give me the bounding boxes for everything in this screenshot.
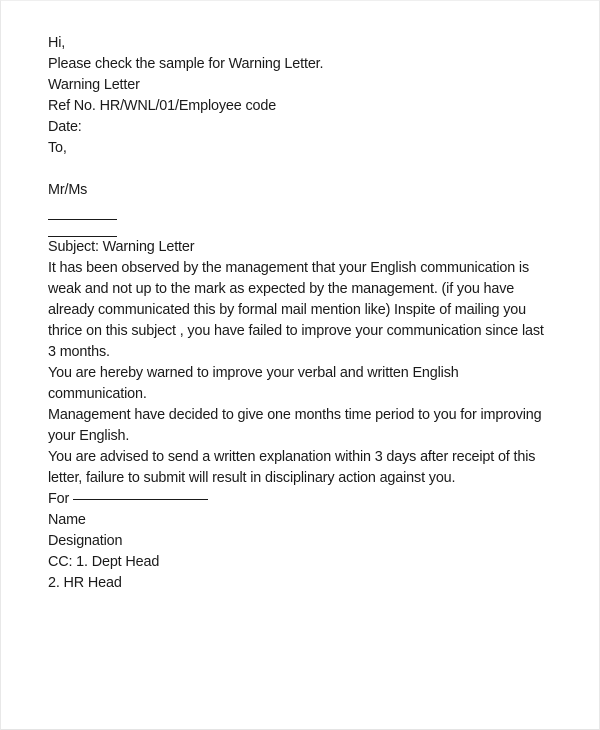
intro-text: Please check the sample for Warning Letter.: [48, 56, 324, 72]
cc-line-two: 2. HR Head: [48, 575, 122, 591]
letter-title: Warning Letter: [48, 77, 140, 93]
for-label: For: [48, 491, 70, 507]
body-paragraph-3: Management have decided to give one months time period to you for improving your English.: [48, 407, 542, 444]
signature-blank-rule: [73, 499, 208, 500]
date-label: Date:: [48, 119, 82, 135]
recipient-salutation: Mr/Ms: [48, 182, 88, 198]
spacer-before-recipient: [48, 159, 555, 180]
reference-number: Ref No. HR/WNL/01/Employee code: [48, 98, 277, 114]
signature-name-label: Name: [48, 512, 86, 528]
subject-line: Subject: Warning Letter: [48, 239, 195, 255]
to-label: To,: [48, 140, 67, 156]
body-paragraph-4: You are advised to send a written explanation within 3 days after receipt of this letter, failure to submit will result in disciplinary action against you.: [48, 449, 536, 486]
spacer-before-address-rule-two: [48, 220, 555, 236]
letter-body: [48, 33, 555, 594]
body-paragraph-2: You are hereby warned to improve your verbal and written English communication.: [48, 365, 459, 402]
signature-designation-label: Designation: [48, 533, 123, 549]
cc-line-one: CC: 1. Dept Head: [48, 554, 160, 570]
signature-for-line: [48, 489, 555, 510]
body-paragraph-1: It has been observed by the management that your English communication is weak and not up to the mark as expected by the management. (if you have already communicated this by formal mail mention like) Inspite of mailing you thrice on this subject , you have failed to improve your communication since last 3 months.: [48, 260, 544, 360]
greeting: Hi,: [48, 35, 66, 51]
spacer-before-address-rule-one: [48, 201, 555, 219]
